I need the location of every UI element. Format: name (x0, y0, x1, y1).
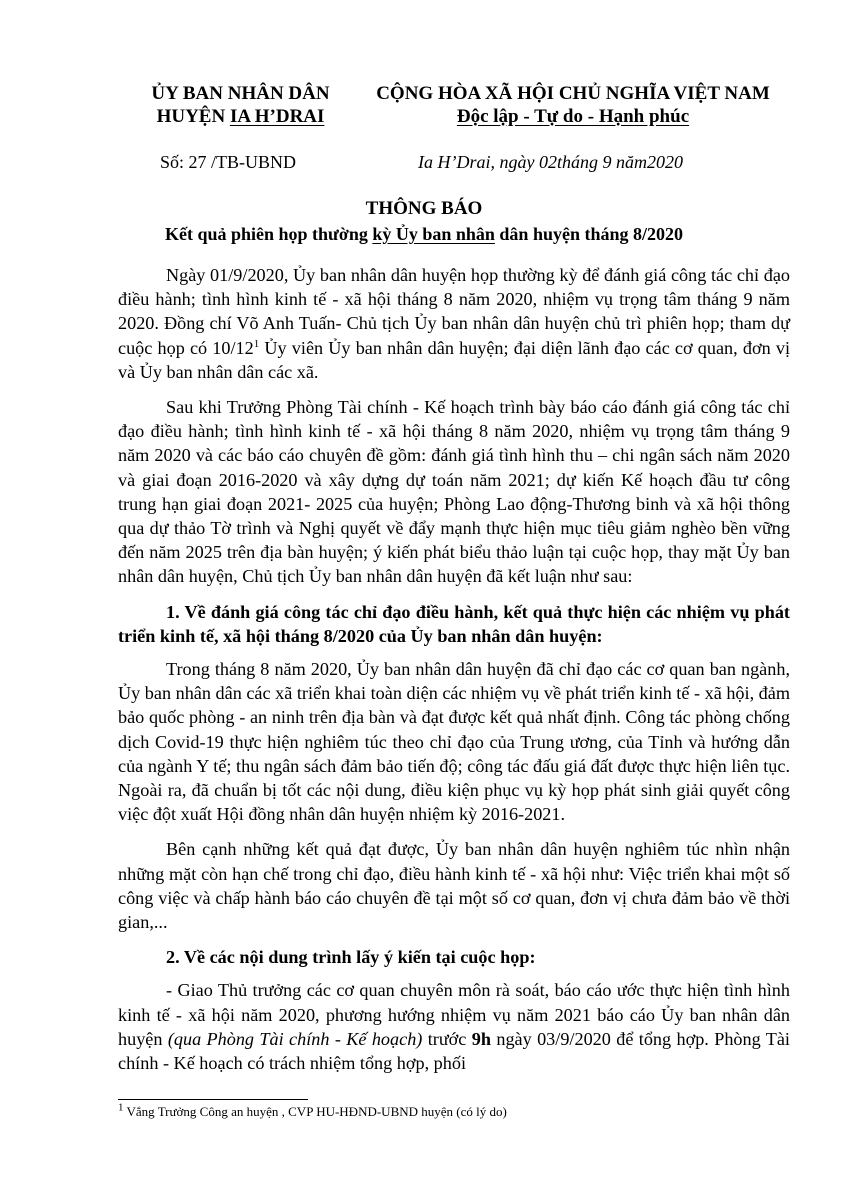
footnote-mark: 1 (118, 1101, 124, 1114)
issuing-agency (118, 82, 363, 128)
agency-line-1: ỦY BAN NHÂN DÂN (151, 83, 330, 104)
agency-name-underlined: IA H’DRAI (229, 106, 325, 127)
footnote (118, 1101, 790, 1120)
motto-line: Độc lập - Tự do - Hạnh phúc (456, 106, 690, 127)
footnote-divider (118, 1099, 308, 1100)
footnote-text: Vắng Trưởng Công an huyện , CVP HU-HĐND-UBND huyện (có lý do) (123, 1104, 507, 1119)
subtitle-part-c: dân huyện tháng 8/2020 (494, 224, 683, 244)
national-motto (358, 82, 788, 128)
paragraph-4: Bên cạnh những kết quả đạt được, Ủy ban nhân dân huyện nghiêm túc nhìn nhận những mặt còn hạn chế trong chỉ đạo, điều hành kinh tế - xã hội như: Việc triển khai một số công việc và chấp hành báo cáo chuyên đề tại một số cơ quan, đơn vị chưa đảm bảo về thời gian,... (118, 839, 790, 933)
paragraph-2: Sau khi Trưởng Phòng Tài chính - Kế hoạch trình bày báo cáo đánh giá công tác chỉ đạo điều hành; tình hình kinh tế - xã hội tháng 8 năm 2020, nhiệm vụ trọng tâm tháng 9 năm 2020 và các báo cáo chuyên đề gồm: đánh giá tình hình thu – chi ngân sách năm 2020 và giai đoạn 2016-2020 và xây dựng dự toán năm 2021; dự kiến Kế hoạch đầu tư công trung hạn giai đoạn 2021- 2025 của huyện; Phòng Lao động-Thương binh và xã hội thông qua dự thảo Tờ trình và Nghị quyết về đẩy mạnh thực hiện mục tiêu giảm nghèo bền vững đến năm 2025 trên địa bàn huyện; ý kiến phát biểu thảo luận tại cuộc họp, thay mặt Ủy ban nhân dân huyện, Chủ tịch Ủy ban nhân dân huyện đã kết luận như sau: (118, 397, 790, 587)
paragraph-5-deadline-time: 9h (471, 1028, 491, 1049)
subtitle-part-a: Kết quả phiên họp thường (165, 224, 373, 244)
paragraph-1-text-b: Ủy viên Ủy ban nhân dân huyện; đại diện lãnh đạo các cơ quan, đơn vị và Ủy ban nhân dân các xã. (118, 337, 790, 382)
country-name: CỘNG HÒA XÃ HỘI CHỦ NGHĨA VIỆT NAM (376, 83, 770, 104)
subtitle-part-b: kỳ Ủy ban nhân (372, 224, 495, 244)
paragraph-1-text-a: Ngày 01/9/2020, Ủy ban nhân dân huyện họp thường kỳ để đánh giá công tác chỉ đạo điều hành; tình hình kinh tế - xã hội tháng 8 năm 2020, nhiệm vụ trọng tâm tháng 9 năm 2020. Đồng chí Võ Anh Tuấn- Chủ tịch Ủy ban nhân dân huyện chủ trì phiên họp; tham dự cuộc họp có 10/12 (118, 265, 790, 358)
footnote-reference[interactable]: 1 (253, 337, 260, 350)
paragraph-1 (118, 263, 790, 384)
paragraph-5 (118, 978, 790, 1075)
paragraph-5-italic: (qua Phòng Tài chính - Kế hoạch) (167, 1028, 423, 1049)
section-heading-2: 2. Về các nội dung trình lấy ý kiến tại cuộc họp: (166, 947, 536, 968)
agency-line-2 (118, 105, 363, 128)
agency-line-2-prefix: HUYỆN (156, 106, 230, 127)
paragraph-3: Trong tháng 8 năm 2020, Ủy ban nhân dân huyện đã chỉ đạo các cơ quan ban ngành, Ủy ban nhân dân các xã triển khai toàn diện các nhiệm vụ về phát triển kinh tế - xã hội, đảm bảo quốc phòng - an ninh trên địa bàn và đạt được kết quả nhất định. Công tác phòng chống dịch Covid-19 thực hiện nghiêm túc theo chỉ đạo của Trung ương, của Tỉnh và hướng dẫn của ngành Y tế; thu ngân sách đảm bảo tiến độ; công tác đấu giá đất được thực hiện liên tục. Ngoài ra, đã chuẩn bị tốt các nội dung, điều kiện phục vụ kỳ họp phát sinh giải quyết công việc đột xuất Hội đồng nhân dân huyện nhiệm kỳ 2016-2021. (118, 659, 790, 825)
paragraph-5-text-b: trước (422, 1028, 472, 1049)
document-body (118, 263, 790, 1086)
paragraph-5-text-a: - Giao Thủ trưởng các cơ quan chuyên môn rà soát, báo cáo ước thực hiện tình hình kinh tế - xã hội năm 2020, phương hướng nhiệm vụ năm 2021 báo cáo Ủy ban nhân dân huyện (118, 980, 790, 1049)
place-and-date: Ia H’Drai, ngày 02tháng 9 năm2020 (418, 152, 683, 172)
document-subtitle (0, 222, 848, 246)
paragraph-5-text-c: ngày 03/9/2020 để tổng hợp. Phòng Tài chính - Kế hoạch có trách nhiệm tổng hợp, phối (118, 1028, 790, 1074)
document-title: THÔNG BÁO (365, 198, 483, 219)
document-number: Số: 27 /TB-UBND (160, 152, 297, 172)
section-heading-1: 1. Về đánh giá công tác chỉ đạo điều hành, kết quả thực hiện các nhiệm vụ phát triển kinh tế, xã hội tháng 8/2020 của Ủy ban nhân dân huyện: (118, 601, 790, 646)
